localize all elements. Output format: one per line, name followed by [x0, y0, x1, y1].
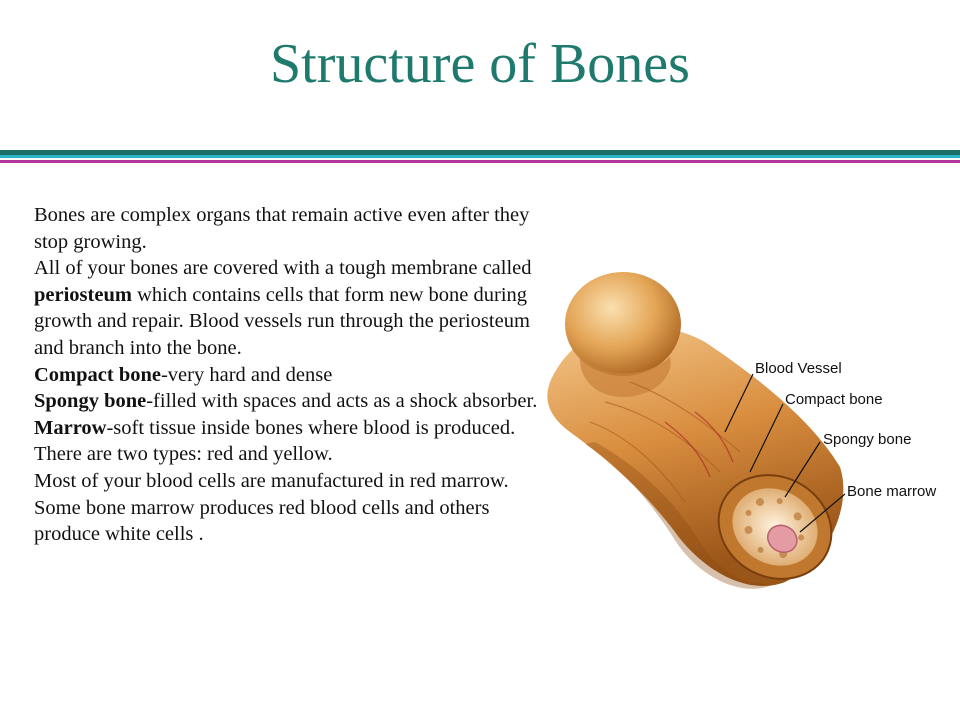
- term-compact-bone: Compact bone: [34, 363, 161, 386]
- paragraph-marrow: Marrow-soft tissue inside bones where blood is produced. There are two types: red and yellow.: [34, 416, 516, 466]
- rule-cyan: [0, 155, 960, 158]
- paragraph-red-marrow: Most of your blood cells are manufactured in red marrow. Some bone marrow produces red blood cells and others produce white cells .: [34, 469, 509, 546]
- term-marrow: Marrow: [34, 416, 107, 439]
- term-spongy-bone: Spongy bone: [34, 390, 147, 413]
- label-blood-vessel: Blood Vessel: [755, 360, 842, 377]
- label-compact-bone: Compact bone: [785, 391, 883, 408]
- rule-magenta: [0, 160, 960, 163]
- label-bone-marrow: Bone marrow: [847, 483, 937, 500]
- label-spongy-bone: Spongy bone: [823, 431, 912, 448]
- body-text: [34, 202, 544, 548]
- paragraph-intro: Bones are complex organs that remain active even after they stop growing.: [34, 204, 530, 253]
- paragraph-periosteum: All of your bones are covered with a tough membrane called periosteum which contains cells that form new bone during growth and repair. Blood vessels run through the periosteum and branch into the bone.: [34, 257, 532, 359]
- paragraph-spongy-bone: Spongy bone-filled with spaces and acts as a shock absorber.: [34, 390, 538, 413]
- term-periosteum: periosteum: [34, 283, 132, 306]
- paragraph-compact-bone: Compact bone-very hard and dense: [34, 363, 333, 386]
- bone-illustration: [535, 262, 955, 632]
- slide-title: Structure of Bones: [270, 33, 690, 95]
